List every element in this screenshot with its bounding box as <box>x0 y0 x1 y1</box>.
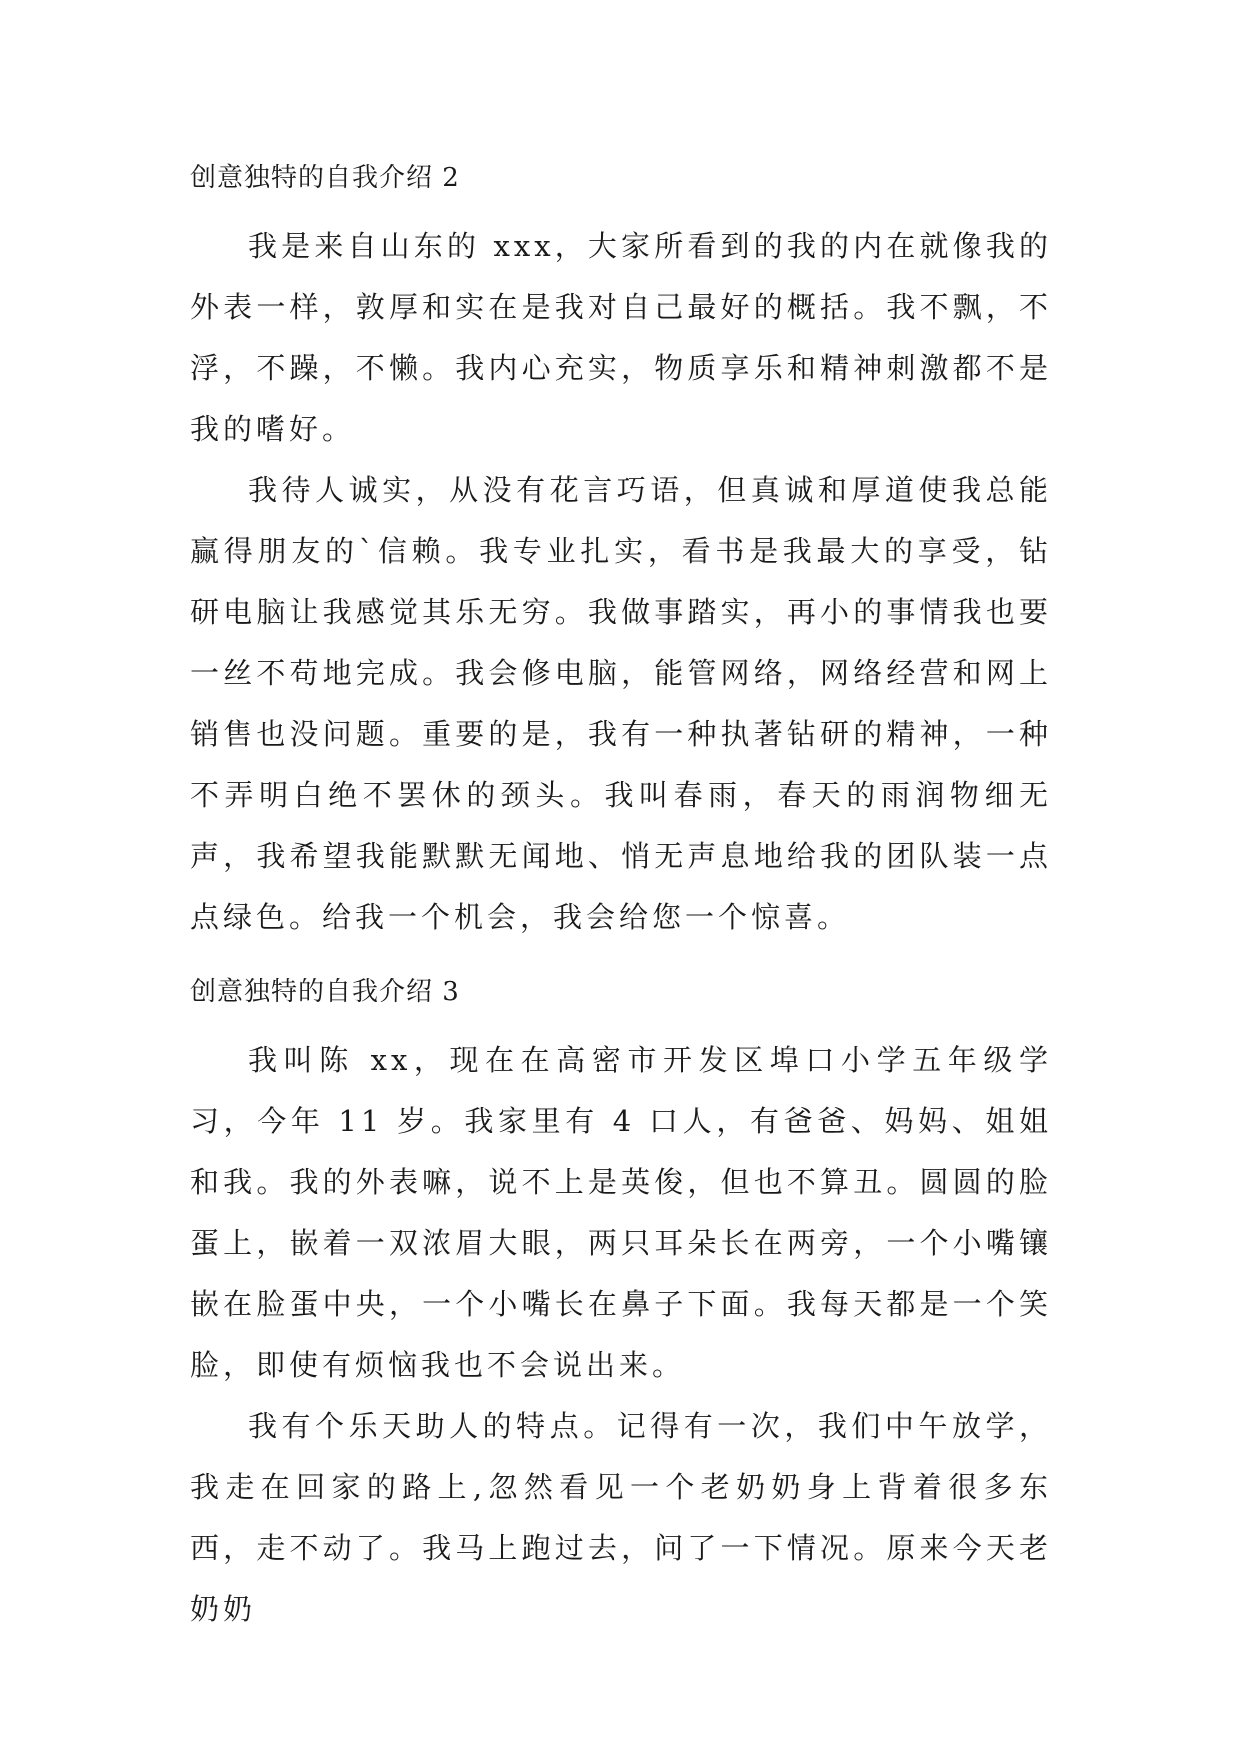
section-title: 创意独特的自我介绍 3 <box>190 977 460 1007</box>
paragraph: 我待人诚实，从没有花言巧语，但真诚和厚道使我总能赢得朋友的`信赖。我专业扎实，看书是我最大的享受，钻研电脑让我感觉其乐无穷。我做事踏实，再小的事情我也要一丝不苟地完成。我会修电脑，能管网络，网络经营和网上销售也没问题。重要的是，我有一种执著钻研的精神，一种不弄明白绝不罢休的颈头。我叫春雨，春天的雨润物细无声，我希望我能默默无闻地、悄无声息地给我的团队装一点点绿色。给我一个机会，我会给您一个惊喜。 <box>190 473 1052 934</box>
section-self-intro-3 <box>190 972 1052 1640</box>
paragraph: 我叫陈 xx，现在在高密市开发区埠口小学五年级学习，今年 11 岁。我家里有 4 口人，有爸爸、妈妈、姐姐和我。我的外表嘛，说不上是英俊，但也不算丑。圆圆的脸蛋上，嵌着一双浓眉大眼，两只耳朵长在两旁，一个小嘴镶嵌在脸蛋中央，一个小嘴长在鼻子下面。我每天都是一个笑脸，即使有烦恼我也不会说出来。 <box>190 1043 1052 1382</box>
section-self-intro-2 <box>190 158 1052 948</box>
section-title: 创意独特的自我介绍 2 <box>190 163 460 193</box>
paragraph: 我是来自山东的 xxx，大家所看到的我的内在就像我的外表一样，敦厚和实在是我对自己最好的概括。我不飘，不浮，不躁，不懒。我内心充实，物质享乐和精神刺激都不是我的嗜好。 <box>190 229 1052 446</box>
paragraph: 我有个乐天助人的特点。记得有一次，我们中午放学，我走在回家的路上,忽然看见一个老奶奶身上背着很多东西，走不动了。我马上跑过去，问了一下情况。原来今天老奶奶 <box>190 1409 1052 1626</box>
